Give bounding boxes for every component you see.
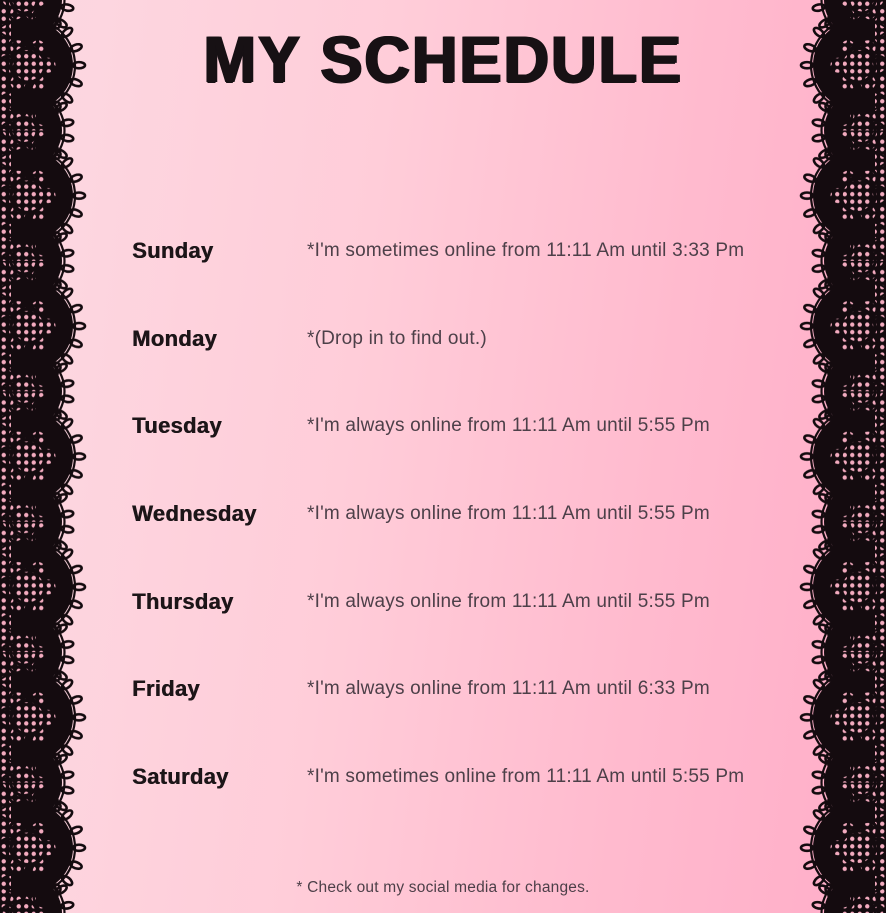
day-detail: *(Drop in to find out.): [307, 327, 487, 349]
day-label: Thursday: [132, 588, 234, 614]
schedule-row-friday: [0, 645, 886, 733]
page-title: MY SCHEDULE: [203, 23, 683, 97]
day-label: Sunday: [132, 237, 214, 263]
day-label: Saturday: [132, 763, 229, 789]
schedule-list: [0, 207, 886, 821]
schedule-row-thursday: [0, 558, 886, 646]
schedule-row-wednesday: [0, 470, 886, 558]
day-label: Monday: [132, 325, 217, 351]
schedule-row-monday: [0, 295, 886, 383]
day-detail: *I'm always online from 11:11 Am until 5:55 Pm: [307, 502, 710, 524]
schedule-row-sunday: [0, 207, 886, 295]
day-detail: *I'm always online from 11:11 Am until 6:33 Pm: [307, 678, 710, 700]
schedule-row-tuesday: [0, 382, 886, 470]
footer-note: * Check out my social media for changes.: [296, 879, 590, 896]
day-detail: *I'm sometimes online from 11:11 Am until 5:55 Pm: [307, 765, 745, 787]
day-detail: *I'm sometimes online from 11:11 Am until 3:33 Pm: [307, 239, 745, 261]
day-label: Friday: [132, 676, 200, 702]
day-detail: *I'm always online from 11:11 Am until 5:55 Pm: [307, 415, 710, 437]
day-detail: *I'm always online from 11:11 Am until 5:55 Pm: [307, 590, 710, 612]
schedule-row-saturday: [0, 733, 886, 821]
day-label: Tuesday: [132, 413, 222, 439]
day-label: Wednesday: [132, 500, 257, 526]
